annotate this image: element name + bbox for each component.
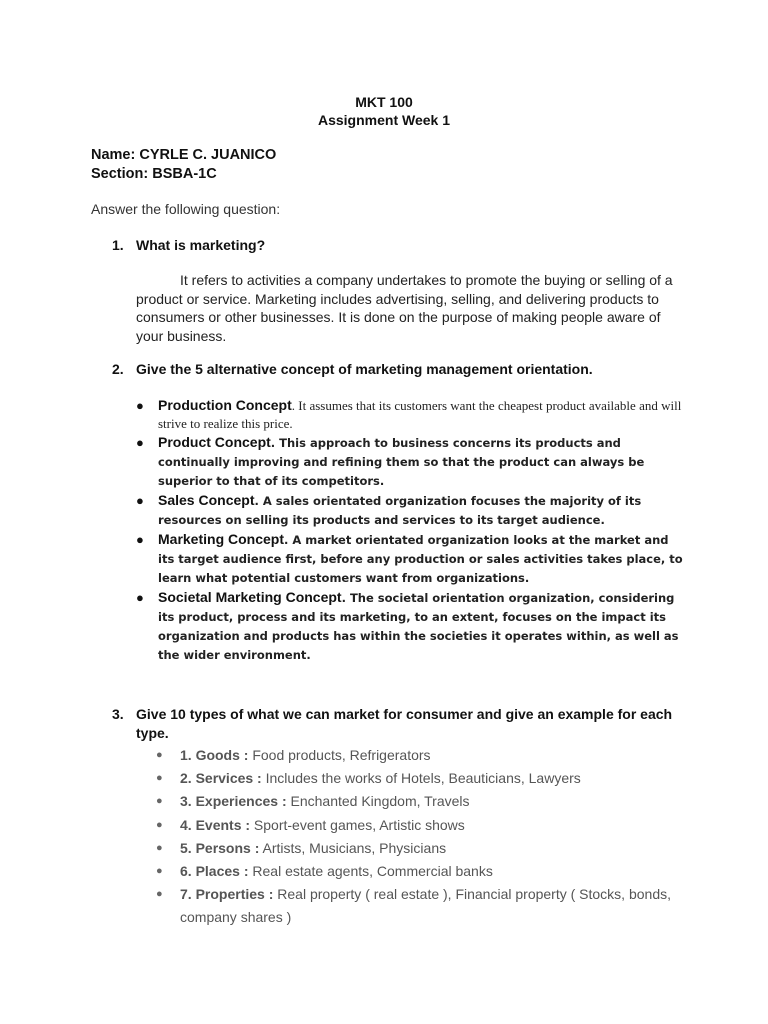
type-label: 6. Places : <box>180 863 249 880</box>
type-example: Real property ( real estate ), Financial property ( Stocks, bonds, company shares ) <box>180 886 671 926</box>
bullet-icon: ● <box>136 493 144 508</box>
answer-1 <box>136 271 681 345</box>
type-example: Artists, Musicians, Physicians <box>259 839 447 856</box>
concept-description: . It assumes that its customers want the cheapest product available and will strive to realize this price. <box>158 398 682 431</box>
concept-description: . The societal orientation organization, considering its product, process and its marketing, to an extent, focuses on the impact its organization and products has within the societies it operates within, as well as the wider environment. <box>158 591 679 662</box>
question-number: 1. <box>112 237 124 253</box>
type-example: Real estate agents, Commercial banks <box>248 863 493 880</box>
list-item <box>134 434 684 491</box>
document-header <box>0 93 768 129</box>
bullet-icon: ● <box>136 590 144 605</box>
list-item <box>134 492 684 530</box>
type-example: Enchanted Kingdom, Travels <box>286 793 470 810</box>
type-label: 2. Services : <box>180 770 262 787</box>
student-name: Name: CYRLE C. JUANICO <box>91 147 277 163</box>
instruction-text: Answer the following question: <box>91 201 281 217</box>
type-example: Includes the works of Hotels, Beauticians, Lawyers <box>261 770 581 787</box>
concept-term: Production Concept <box>158 397 292 413</box>
bullet-icon: ● <box>136 435 144 450</box>
concept-term: Societal Marketing Concept <box>158 589 342 605</box>
student-section: Section: BSBA-1C <box>91 166 217 182</box>
answer-1-text: It refers to activities a company undertakes to promote the buying or selling of a product or service. Marketing includes advertising, selling, and delivering products to consumers or other businesses. It is done on the purpose of making people aware of your business. <box>136 272 673 344</box>
list-item <box>134 531 684 588</box>
concept-description: . This approach to business concerns its products and continually improving and refining them so that the product can always be superior to that of its competitors. <box>158 436 645 488</box>
bullet-icon: ● <box>156 841 163 854</box>
list-item <box>156 860 696 883</box>
bullet-icon: ● <box>156 818 163 831</box>
list-item <box>156 790 696 813</box>
list-item <box>134 589 684 665</box>
bullet-icon: ● <box>136 532 144 547</box>
concept-list <box>134 397 684 666</box>
type-example: Sport-event games, Artistic shows <box>250 816 465 833</box>
bullet-icon: ● <box>156 865 163 878</box>
bullet-icon: ● <box>156 888 163 901</box>
course-code: MKT 100 <box>355 94 413 110</box>
list-item <box>156 814 696 837</box>
list-item <box>156 837 696 860</box>
bullet-icon: ● <box>156 772 163 785</box>
bullet-icon: ● <box>156 749 163 761</box>
concept-term: Sales Concept <box>158 492 255 508</box>
concept-description: . A sales orientated organization focuses the majority of its resources on selling its products and services to its target audience. <box>158 494 642 527</box>
type-label: 3. Experiences : <box>180 793 287 810</box>
question-text: What is marketing? <box>136 237 266 253</box>
concept-term: Product Concept <box>158 434 271 450</box>
question-3 <box>112 705 712 743</box>
list-item <box>156 744 696 767</box>
assignment-title: Assignment Week 1 <box>317 112 450 128</box>
list-item <box>134 397 684 433</box>
list-item <box>156 767 696 790</box>
concept-term: Marketing Concept <box>158 531 285 547</box>
type-label: 1. Goods : <box>180 747 249 763</box>
concept-description: . A market orientated organization looks at the market and its target audience first, before any production or sales activities takes place, to learn what potential customers want from organizations. <box>158 533 683 585</box>
question-number: 3. <box>112 706 124 722</box>
type-label: 5. Persons : <box>180 839 260 856</box>
question-text: Give 10 types of what we can market for consumer and give an example for each type. <box>136 706 673 741</box>
market-types-list <box>156 744 696 930</box>
question-2 <box>112 361 593 377</box>
type-label: 7. Properties : <box>180 886 274 903</box>
type-label: 4. Events : <box>180 816 251 833</box>
question-text: Give the 5 alternative concept of marketing management orientation. <box>136 361 593 377</box>
question-1 <box>112 237 265 253</box>
bullet-icon: ● <box>136 398 144 413</box>
list-item <box>156 883 696 929</box>
question-number: 2. <box>112 361 124 377</box>
type-example: Food products, Refrigerators <box>248 747 431 763</box>
bullet-icon: ● <box>156 795 163 808</box>
student-info <box>91 146 276 184</box>
